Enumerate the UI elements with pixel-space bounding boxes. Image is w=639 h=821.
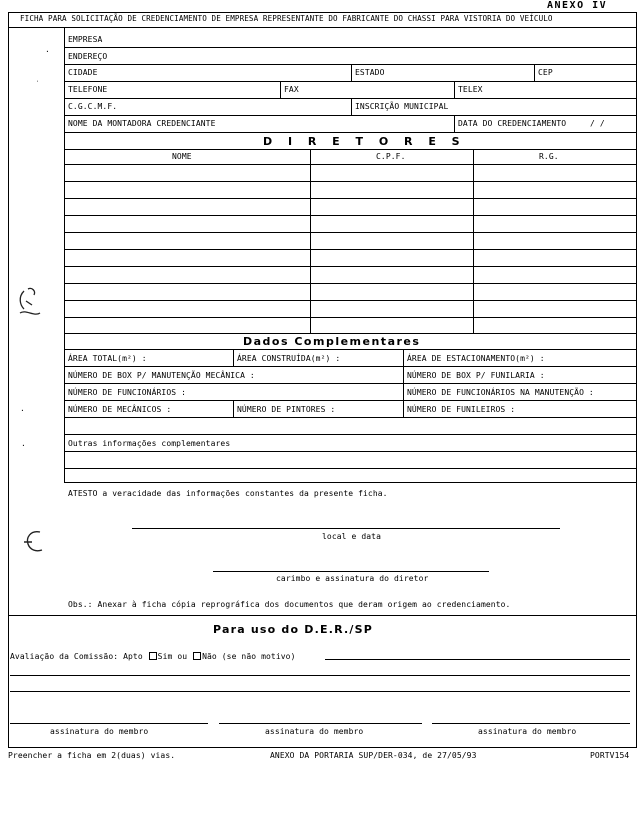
avaliacao-line: [10, 652, 296, 661]
label-telex: TELEX: [458, 85, 483, 94]
assinatura-membro-1: assinatura do membro: [50, 727, 149, 736]
label-telefone: TELEFONE: [68, 85, 108, 94]
avaliacao-prefix: Avaliação da Comissão: Apto: [10, 652, 143, 661]
form-title: FICHA PARA SOLICITAÇÃO DE CREDENCIAMENTO DE EMPRESA REPRESENTANTE DO FABRICANTE DO CHASSI PARA VISTORIA DO VEÍCULO: [20, 14, 553, 23]
date-separator: / /: [590, 119, 605, 128]
margin-scribble-1-icon: [14, 283, 46, 323]
checkbox-nao[interactable]: [193, 652, 201, 660]
label-inscricao: INSCRIÇÃO MUNICIPAL: [355, 102, 449, 111]
diretores-heading: D I R E T O R E S: [263, 135, 466, 148]
label-montadora: NOME DA MONTADORA CREDENCIANTE: [68, 119, 216, 128]
label-cgcmf: C.G.C.M.F.: [68, 102, 118, 111]
label-empresa: EMPRESA: [68, 35, 103, 44]
margin-scribble-2-icon: [22, 528, 48, 558]
complementares-heading: Dados Complementares: [243, 335, 421, 348]
assinatura-membro-2: assinatura do membro: [265, 727, 364, 736]
carimbo-label: carimbo e assinatura do diretor: [276, 574, 429, 583]
der-heading: Para uso do D.E.R./SP: [213, 623, 373, 636]
label-cep: CEP: [538, 68, 553, 77]
label-cidade: CIDADE: [68, 68, 98, 77]
annex-label: ANEXO IV: [547, 0, 608, 11]
label-num-funileiros: NÚMERO DE FUNILEIROS :: [407, 405, 516, 414]
option-nao: Não (se não motivo): [202, 652, 296, 661]
assinatura-membro-3: assinatura do membro: [478, 727, 577, 736]
atesto-text: ATESTO a veracidade das informações constantes da presente ficha.: [68, 489, 388, 498]
label-num-mecanicos: NÚMERO DE MECÂNICOS :: [68, 405, 172, 414]
checkbox-sim[interactable]: [149, 652, 157, 660]
margin-dot-1: ˙: [35, 80, 40, 89]
obs-text: Obs.: Anexar à ficha cópia reprográfica dos documentos que deram origem ao credenciamento.: [68, 600, 511, 609]
label-box-funilaria: NÚMERO DE BOX P/ FUNILARIA :: [407, 371, 545, 380]
local-data-label: local e data: [322, 532, 381, 541]
label-estado: ESTADO: [355, 68, 385, 77]
col-nome: NOME: [172, 152, 192, 161]
option-sim: Sim ou: [157, 652, 188, 661]
col-rg: R.G.: [539, 152, 559, 161]
label-data-credenciamento: DATA DO CREDENCIAMENTO: [458, 119, 567, 128]
label-num-pintores: NÚMERO DE PINTORES :: [237, 405, 336, 414]
margin-dot-3: ·: [21, 441, 26, 450]
margin-dot-2: ·: [20, 406, 25, 415]
label-area-construida: ÁREA CONSTRUÍDA(m²) :: [237, 354, 341, 363]
label-fax: FAX: [284, 85, 299, 94]
footer-vias: Preencher a ficha em 2(duas) vias.: [8, 751, 176, 760]
margin-dot-4: ·: [45, 47, 50, 56]
label-outras-info: Outras informações complementares: [68, 439, 231, 448]
label-area-estacionamento: ÁREA DE ESTACIONAMENTO(m²) :: [407, 354, 545, 363]
footer-portaria: ANEXO DA PORTARIA SUP/DER-034, de 27/05/93: [270, 751, 477, 760]
label-area-total: ÁREA TOTAL(m²) :: [68, 354, 147, 363]
col-cpf: C.P.F.: [376, 152, 406, 161]
footer-code: PORTV154: [590, 751, 630, 760]
label-endereco: ENDEREÇO: [68, 52, 108, 61]
label-func-manutencao: NÚMERO DE FUNCIONÁRIOS NA MANUTENÇÃO :: [407, 388, 594, 397]
label-box-mecanica: NÚMERO DE BOX P/ MANUTENÇÃO MECÂNICA :: [68, 371, 255, 380]
label-num-funcionarios: NÚMERO DE FUNCIONÁRIOS :: [68, 388, 186, 397]
